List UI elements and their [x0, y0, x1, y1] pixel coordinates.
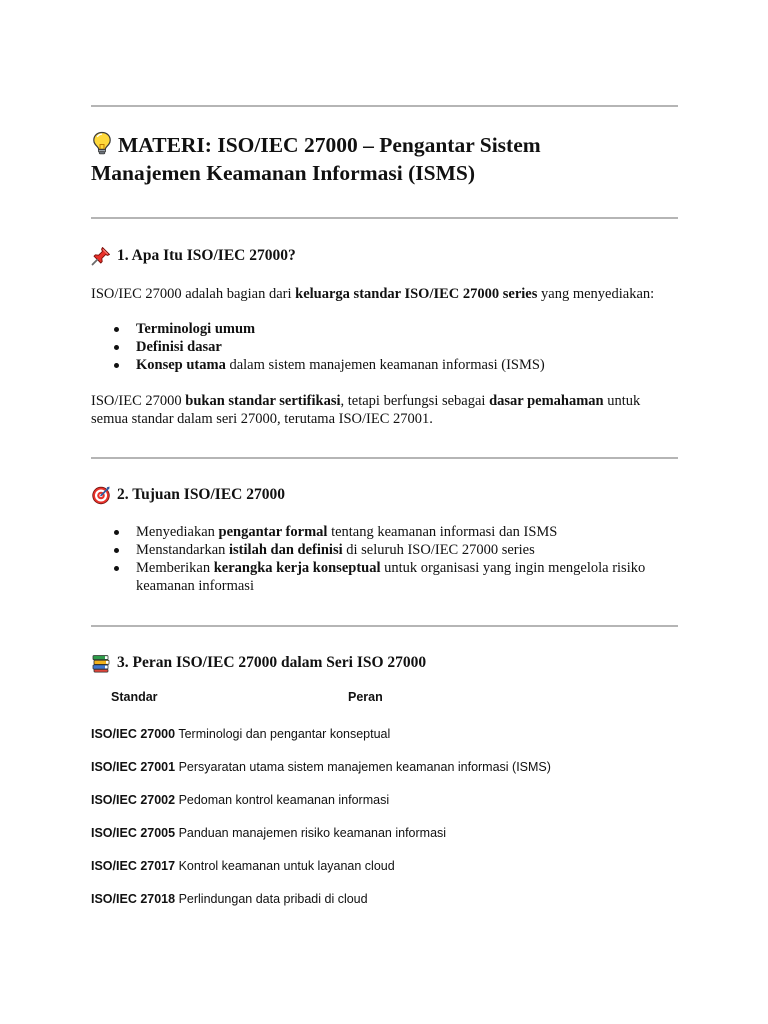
horizontal-rule: [91, 217, 678, 219]
section-1-bullet-list: [91, 320, 545, 374]
list-item: Menyediakan pengantar formal tentang keamanan informasi dan ISMS: [91, 523, 645, 541]
section-2-bullet-list: [91, 523, 645, 595]
horizontal-rule: [91, 105, 678, 107]
horizontal-rule: [91, 625, 678, 627]
list-item: Memberikan kerangka kerja konseptual untuk organisasi yang ingin mengelola risiko keamanan informasi: [91, 559, 645, 595]
section-1-note: ISO/IEC 27000 bukan standar sertifikasi, tetapi berfungsi sebagai dasar pemahaman untuk semua standar dalam seri 27000, terutama ISO/IEC 27001.: [91, 393, 641, 427]
list-item: Menstandarkan istilah dan definisi di seluruh ISO/IEC 27000 series: [91, 541, 645, 559]
table-row: ISO/IEC 27005 Panduan manajemen risiko keamanan informasi: [91, 826, 447, 840]
table-row: ISO/IEC 27001 Persyaratan utama sistem manajemen keamanan informasi (ISMS): [91, 760, 551, 774]
list-item: Konsep utama dalam sistem manajemen keamanan informasi (ISMS): [91, 356, 545, 374]
title-line-1: MATERI: ISO/IEC 27000 – Pengantar Sistem: [91, 131, 691, 159]
list-item: Terminologi umum: [91, 320, 545, 338]
target-icon: [91, 485, 111, 505]
list-item: Definisi dasar: [91, 338, 545, 356]
section-2-heading: 2. Tujuan ISO/IEC 27000: [91, 485, 285, 505]
pushpin-icon: [91, 246, 111, 266]
lightbulb-icon: [91, 131, 113, 155]
section-1-intro: ISO/IEC 27000 adalah bagian dari keluarga standar ISO/IEC 27000 series yang menyediakan:: [91, 286, 655, 302]
title-line-2: Manajemen Keamanan Informasi (ISMS): [91, 161, 475, 185]
section-3-heading: 3. Peran ISO/IEC 27000 dalam Seri ISO 27000: [91, 653, 426, 673]
table-row: ISO/IEC 27002 Pedoman kontrol keamanan informasi: [91, 793, 390, 807]
table-row: ISO/IEC 27018 Perlindungan data pribadi di cloud: [91, 892, 368, 906]
table-row: ISO/IEC 27000 Terminologi dan pengantar konseptual: [91, 727, 391, 741]
table-header-standar: Standar: [111, 690, 158, 704]
table-header-peran: Peran: [348, 690, 383, 704]
section-1-heading: 1. Apa Itu ISO/IEC 27000?: [91, 246, 296, 266]
horizontal-rule: [91, 457, 678, 459]
page-title: [91, 131, 691, 187]
table-row: ISO/IEC 27017 Kontrol keamanan untuk layanan cloud: [91, 859, 395, 873]
books-icon: [91, 653, 111, 673]
